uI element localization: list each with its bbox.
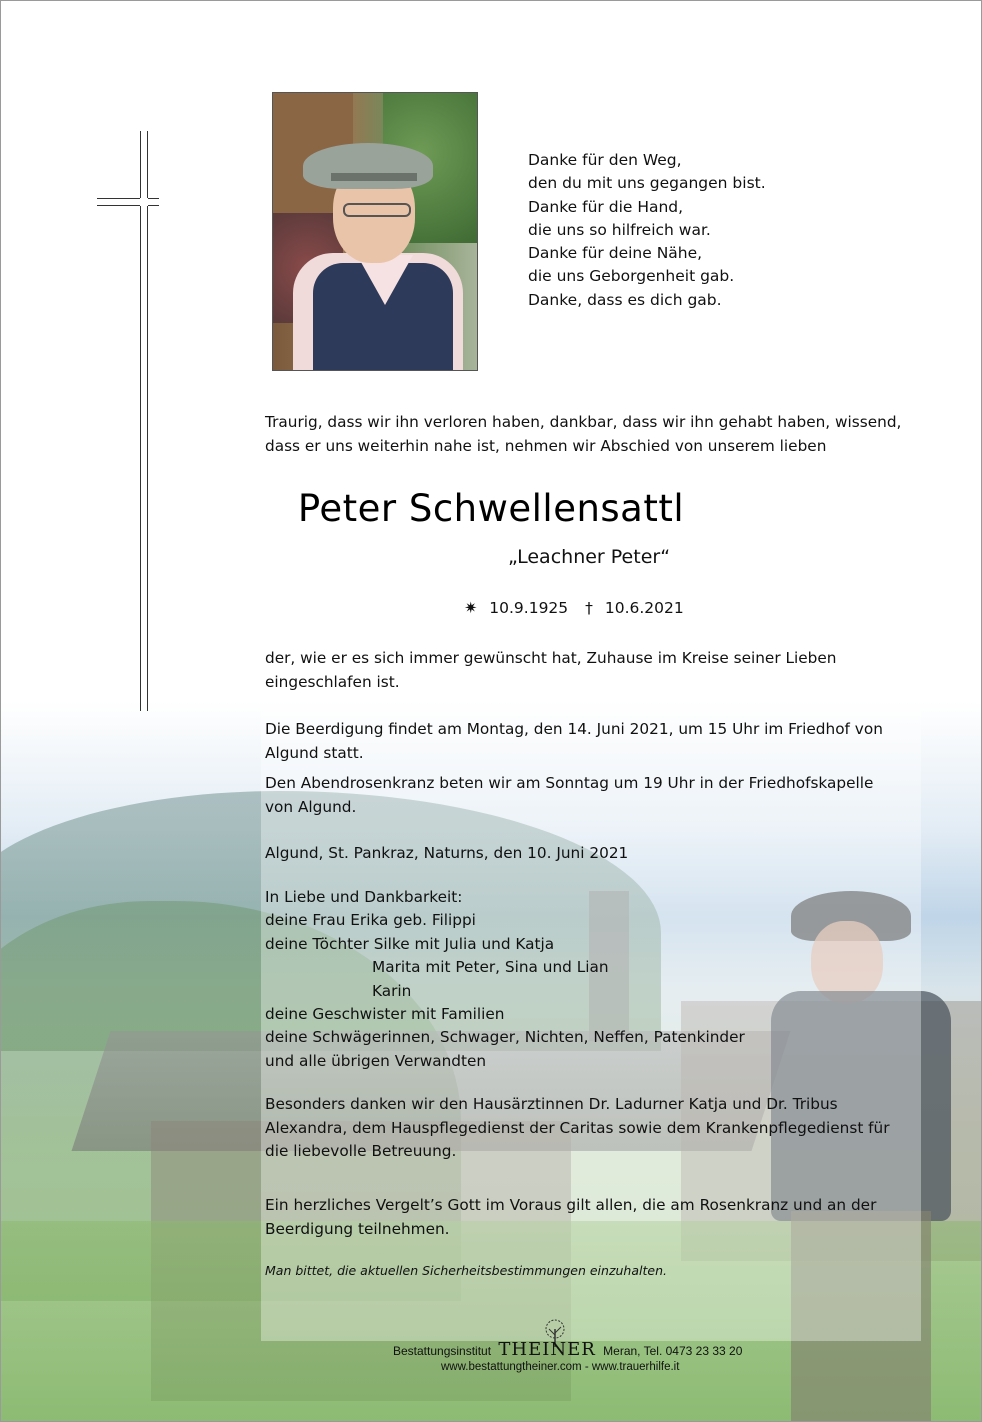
rosary-text xyxy=(265,771,921,819)
poem-line: Danke für deine Nähe, xyxy=(528,244,703,263)
mourners-heading: In Liebe und Dankbarkeit: xyxy=(265,888,463,906)
gratitude-text xyxy=(265,1194,905,1241)
funeral-home-line xyxy=(393,1339,793,1360)
intro-line: dass er uns weiterhin nahe ist, nehmen wir Abschied von unserem lieben xyxy=(265,437,827,455)
mourner-line: Karin xyxy=(372,981,412,1000)
thanks-line: die liebevolle Betreuung. xyxy=(265,1142,457,1160)
rosary-line: Den Abendrosenkranz beten wir am Sonntag um 19 Uhr in der Friedhofskapelle xyxy=(265,774,874,792)
life-dates xyxy=(1,599,982,617)
death-date: 10.6.2021 xyxy=(604,599,684,617)
poem-line: Danke für den Weg, xyxy=(528,151,682,169)
death-cross-icon: † xyxy=(585,599,593,617)
poem xyxy=(528,149,766,312)
poem-line: den du mit uns gegangen bist. xyxy=(528,174,766,193)
birth-date: 10.9.1925 xyxy=(489,599,569,617)
thanks-text xyxy=(265,1093,905,1164)
thanks-line: Alexandra, dem Hauspflegedienst der Caritas sowie dem Krankenpflegedienst für xyxy=(265,1118,890,1137)
funeral-home-websites: www.bestattungtheiner.com - www.trauerhilfe.it xyxy=(441,1361,680,1373)
thanks-line: Besonders danken wir den Hausärztinnen Dr. Ladurner Katja und Dr. Tribus xyxy=(265,1095,838,1113)
funeral-home-prefix: Bestattungsinstitut xyxy=(393,1344,492,1358)
portrait-photo xyxy=(272,92,478,371)
passing-line: der, wie er es sich immer gewünscht hat, Zuhause im Kreise seiner Lieben xyxy=(265,649,837,667)
funeral-line: Die Beerdigung findet am Montag, den 14. Juni 2021, um 15 Uhr im Friedhof von xyxy=(265,720,883,738)
funeral-home-logo: THEINER xyxy=(498,1339,596,1360)
poem-line: die uns Geborgenheit gab. xyxy=(528,267,735,286)
safety-notice: Man bittet, die aktuellen Sicherheitsbestimmungen einzuhalten. xyxy=(265,1263,667,1278)
funeral-home-phone: Meran, Tel. 0473 23 33 20 xyxy=(603,1344,743,1358)
place-date xyxy=(265,841,921,865)
funeral-line: Algund statt. xyxy=(265,744,364,762)
gratitude-line: Beerdigung teilnehmen. xyxy=(265,1219,450,1238)
deceased-name: Peter Schwellensattl xyxy=(297,487,685,530)
mourners-list xyxy=(265,886,745,1073)
birth-star-icon: ✷ xyxy=(464,599,478,617)
passing-line: eingeschlafen ist. xyxy=(265,673,400,691)
intro-line: Traurig, dass wir ihn verloren haben, dankbar, dass wir ihn gehabt haben, wissend, xyxy=(265,413,902,431)
poem-line: die uns so hilfreich war. xyxy=(528,220,711,239)
poem-line: Danke für die Hand, xyxy=(528,197,684,216)
place-date-line: Algund, St. Pankraz, Naturns, den 10. Juni 2021 xyxy=(265,844,629,862)
mourner-line: deine Geschwister mit Familien xyxy=(265,1005,505,1024)
poem-line: Danke, dass es dich gab. xyxy=(528,290,722,309)
mourner-line: deine Schwägerinnen, Schwager, Nichten, Neffen, Patenkinder xyxy=(265,1028,745,1047)
intro-text xyxy=(265,410,925,458)
deceased-nickname: „Leachner Peter“ xyxy=(507,546,671,568)
mourner-line: und alle übrigen Verwandten xyxy=(265,1051,487,1070)
passing-text xyxy=(265,646,921,694)
mourner-line: deine Töchter Silke mit Julia und Katja xyxy=(265,934,555,953)
mourner-line: deine Frau Erika geb. Filippi xyxy=(265,911,476,930)
mourner-line: Marita mit Peter, Sina und Lian xyxy=(372,958,609,977)
gratitude-line: Ein herzliches Vergelt’s Gott im Voraus gilt allen, die am Rosenkranz und an der xyxy=(265,1196,877,1214)
rosary-line: von Algund. xyxy=(265,798,357,816)
funeral-text xyxy=(265,717,921,765)
